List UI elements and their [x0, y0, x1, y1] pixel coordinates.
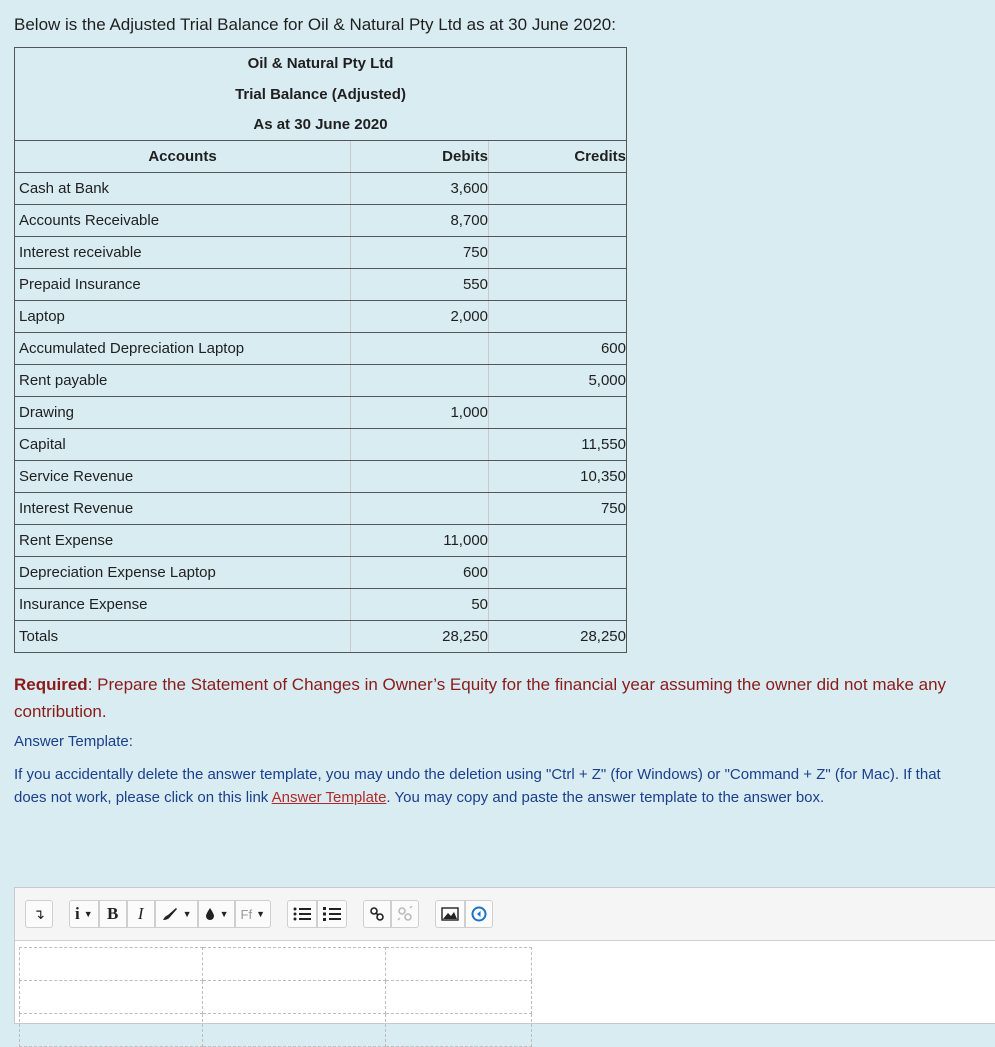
debit-amount: 600 [351, 557, 489, 589]
table-title: Trial Balance (Adjusted) [15, 79, 627, 110]
italic-button[interactable] [127, 900, 155, 928]
background-color-button[interactable] [198, 900, 235, 928]
table-row [15, 173, 627, 205]
account-name: Drawing [15, 397, 351, 429]
chevron-down-icon: ▼ [219, 909, 229, 919]
credit-amount: 600 [489, 333, 627, 365]
credit-amount: 5,000 [489, 365, 627, 397]
credit-amount [489, 173, 627, 205]
account-name: Depreciation Expense Laptop [15, 557, 351, 589]
credit-amount: 11,550 [489, 429, 627, 461]
font-icon: Ff [240, 906, 253, 922]
collapse-icon: ↴ [33, 905, 45, 922]
editor-content[interactable] [15, 941, 995, 1025]
account-name: Prepaid Insurance [15, 269, 351, 301]
account-name: Capital [15, 429, 351, 461]
table-row [15, 589, 627, 621]
chevron-down-icon: ▼ [182, 909, 192, 919]
account-name: Insurance Expense [15, 589, 351, 621]
table-row [15, 461, 627, 493]
template-cell[interactable] [203, 948, 386, 981]
template-cell[interactable] [203, 981, 386, 1014]
note-text-end: . You may copy and paste the answer template to the answer box. [386, 789, 825, 806]
template-cell[interactable] [386, 948, 532, 981]
account-name: Interest Revenue [15, 493, 351, 525]
text-color-button[interactable] [155, 900, 198, 928]
credit-amount [489, 525, 627, 557]
credit-amount: 10,350 [489, 461, 627, 493]
account-name: Cash at Bank [15, 173, 351, 205]
template-cell[interactable] [386, 981, 532, 1014]
answer-template-link[interactable]: Answer Template [271, 789, 387, 806]
account-name: Accounts Receivable [15, 205, 351, 237]
brush-icon [161, 906, 179, 922]
chevron-down-icon: ▼ [256, 909, 265, 919]
insert-image-button[interactable] [435, 900, 465, 928]
account-name: Service Revenue [15, 461, 351, 493]
bullet-list-button[interactable] [287, 900, 317, 928]
table-row [15, 205, 627, 237]
account-name: Rent payable [15, 365, 351, 397]
media-icon [471, 906, 487, 922]
template-cell[interactable] [386, 1014, 532, 1047]
credit-amount [489, 237, 627, 269]
table-date: As at 30 June 2020 [15, 110, 627, 141]
required-body: : Prepare the Statement of Changes in Owner’s Equity for the financial year assuming the owner did not make any contribution. [14, 675, 947, 721]
table-row [15, 365, 627, 397]
table-row [15, 429, 627, 461]
account-name: Interest receivable [15, 237, 351, 269]
answer-template-table[interactable] [19, 947, 532, 1047]
table-row [15, 397, 627, 429]
totals-debit: 28,250 [351, 621, 489, 653]
credit-amount [489, 397, 627, 429]
drop-icon [204, 906, 216, 922]
bullet-list-icon [293, 907, 311, 921]
chevron-down-icon: ▼ [83, 909, 93, 919]
bold-icon: B [106, 904, 119, 923]
editor-toolbar [15, 888, 995, 941]
col-credits: Credits [489, 141, 627, 173]
note-text: If you accidentally delete the answer template, you may undo the deletion using "Ctrl + Z" (for Windows) or "Command + Z" (for Mac). If that does not work, please click on this link [14, 766, 941, 806]
template-cell[interactable] [20, 948, 203, 981]
insert-link-button[interactable] [363, 900, 391, 928]
debit-amount: 11,000 [351, 525, 489, 557]
table-row [15, 557, 627, 589]
debit-amount [351, 333, 489, 365]
table-row [15, 493, 627, 525]
debit-amount: 2,000 [351, 301, 489, 333]
totals-label: Totals [15, 621, 351, 653]
paragraph-style-button[interactable] [69, 900, 99, 928]
unlink-button[interactable] [391, 900, 419, 928]
col-debits: Debits [351, 141, 489, 173]
table-row [15, 333, 627, 365]
template-cell[interactable] [20, 1014, 203, 1047]
info-icon: i [75, 904, 80, 923]
trial-balance-table [14, 47, 627, 653]
collapse-toolbar-button[interactable] [25, 900, 53, 928]
required-text [14, 671, 984, 725]
debit-amount [351, 429, 489, 461]
debit-amount: 8,700 [351, 205, 489, 237]
required-label: Required [14, 675, 88, 694]
account-name: Accumulated Depreciation Laptop [15, 333, 351, 365]
credit-amount [489, 205, 627, 237]
totals-credit: 28,250 [489, 621, 627, 653]
instructions-note [14, 763, 974, 809]
table-row [15, 301, 627, 333]
credit-amount: 750 [489, 493, 627, 525]
link-icon [369, 906, 385, 922]
intro-text: Below is the Adjusted Trial Balance for Oil & Natural Pty Ltd as at 30 June 2020: [14, 15, 616, 34]
bold-button[interactable] [99, 900, 127, 928]
numbered-list-icon [323, 907, 341, 921]
credit-amount [489, 269, 627, 301]
debit-amount: 750 [351, 237, 489, 269]
numbered-list-button[interactable] [317, 900, 347, 928]
table-row [15, 269, 627, 301]
col-accounts: Accounts [15, 141, 351, 173]
answer-template-label: Answer Template: [14, 733, 133, 750]
debit-amount [351, 461, 489, 493]
company-name: Oil & Natural Pty Ltd [15, 48, 627, 79]
account-name: Laptop [15, 301, 351, 333]
template-cell[interactable] [203, 1014, 386, 1047]
debit-amount: 550 [351, 269, 489, 301]
debit-amount [351, 493, 489, 525]
debit-amount: 50 [351, 589, 489, 621]
account-name: Rent Expense [15, 525, 351, 557]
template-cell[interactable] [20, 981, 203, 1014]
font-family-button[interactable] [235, 900, 271, 928]
credit-amount [489, 589, 627, 621]
credit-amount [489, 557, 627, 589]
totals-row [15, 621, 627, 653]
table-row [15, 237, 627, 269]
unlink-icon [397, 906, 413, 922]
answer-editor[interactable] [14, 887, 995, 1024]
credit-amount [489, 301, 627, 333]
image-icon [441, 907, 459, 921]
italic-icon: I [137, 904, 144, 923]
insert-media-button[interactable] [465, 900, 493, 928]
debit-amount: 1,000 [351, 397, 489, 429]
debit-amount [351, 365, 489, 397]
table-row [15, 525, 627, 557]
debit-amount: 3,600 [351, 173, 489, 205]
